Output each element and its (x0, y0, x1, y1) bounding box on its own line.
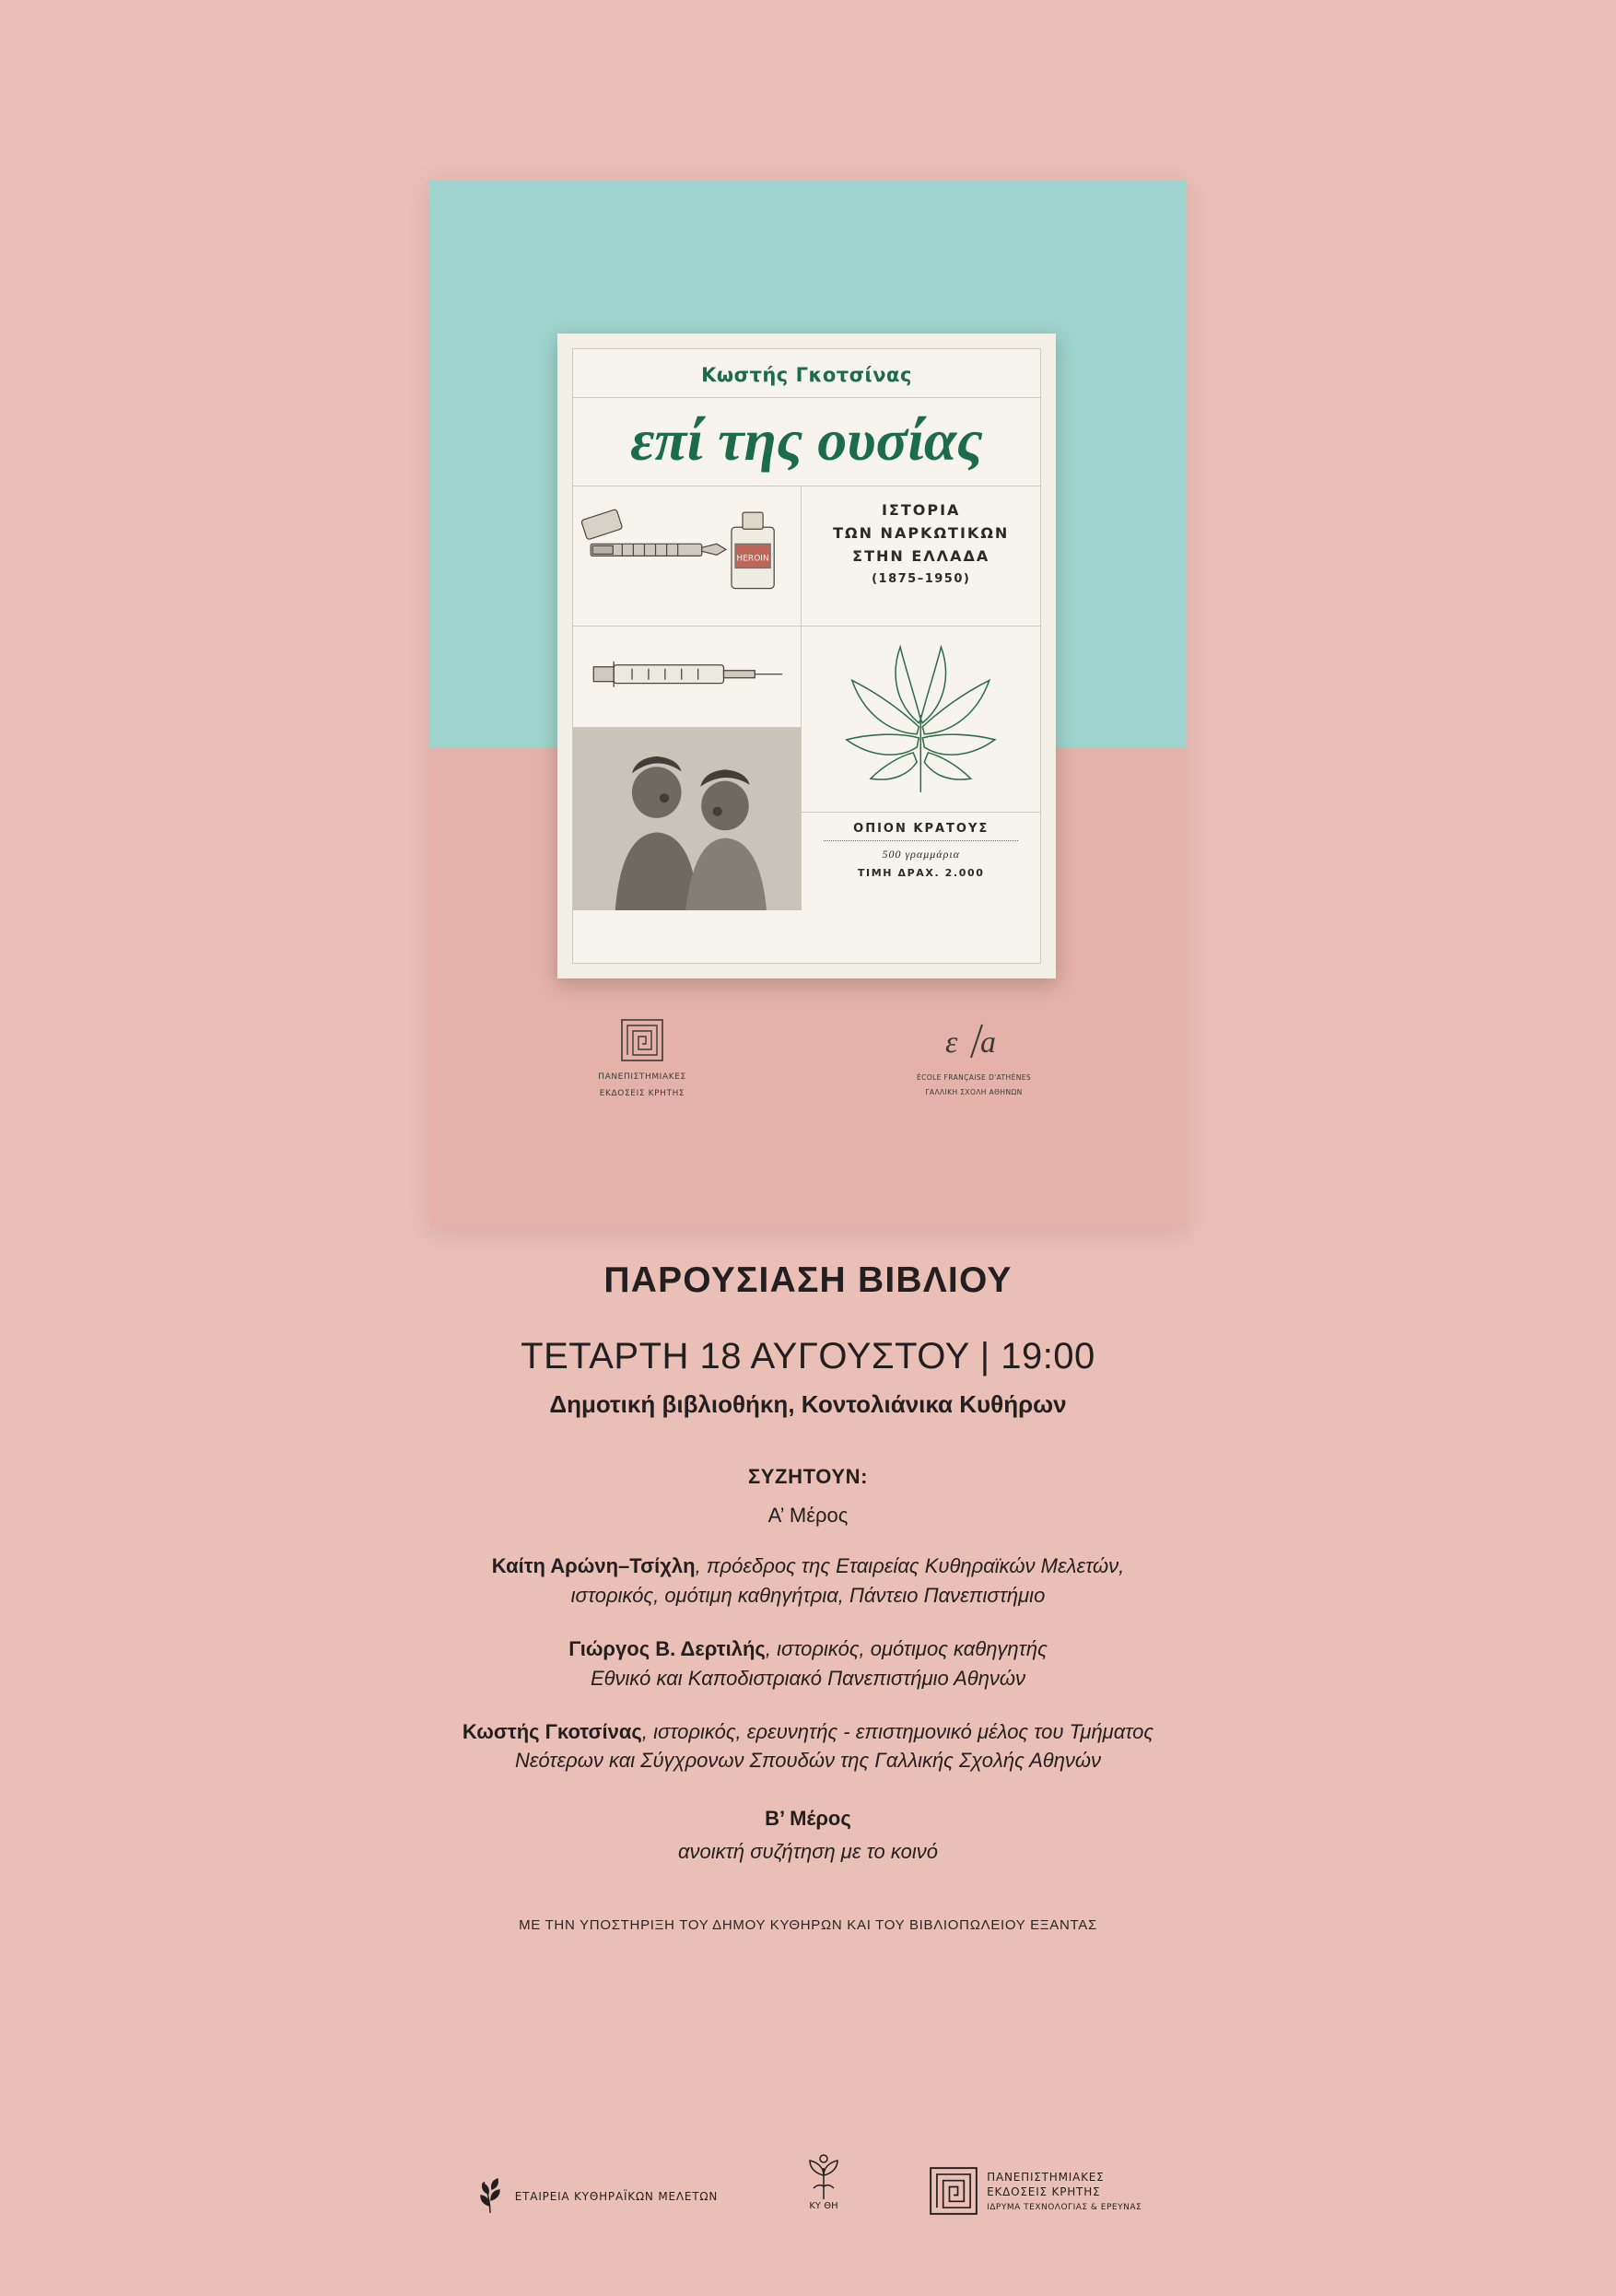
crete-university-press-icon (930, 2167, 978, 2215)
crete-university-press-footer-logo (930, 2167, 1142, 2215)
crete-press-label-line2: ΕΚΔΟΣΕΙΣ ΚΡΗΤΗΣ (987, 2185, 1101, 2198)
speaker-affiliation: Νεότερων και Σύγχρονων Σπουδών της Γαλλικής Σχολής Αθηνών (514, 1749, 1102, 1773)
crete-logo-caption-line2: ΕΚΔΟΣΕΙΣ ΚΡΗΤΗΣ (599, 1089, 685, 1099)
crete-university-press-icon (621, 1019, 663, 1061)
speaker-name: Κωστής Γκοτσίνας (462, 1719, 642, 1743)
pipe-icon (573, 486, 801, 626)
part-a-label: Α’ Μέρος (767, 1504, 849, 1527)
efa-monogram-icon (940, 1019, 1008, 1063)
subtitle-years: (1875–1950) (872, 571, 971, 586)
speaker-role: , ιστορικός, ομότιμος καθηγητής (765, 1636, 1048, 1660)
kythi-logo (797, 2153, 850, 2215)
crete-press-label-line1: ΠΑΝΕΠΙΣΤΗΜΙΑΚΕΣ (987, 2170, 1105, 2184)
kythi-plant-icon (797, 2153, 850, 2210)
subtitle-line-3: ΣΤΗΝ ΕΛΛΑΔΑ (852, 546, 990, 565)
opium-weight: 500 γραμμάρια (882, 848, 960, 861)
speaker-role: , ιστορικός, ερευνητής - επιστημονικό μέλος του Τμήματος (641, 1719, 1154, 1743)
speaker-role: , πρόεδρος της Εταιρείας Κυθηραϊκών Μελετών, (695, 1554, 1125, 1577)
opium-title: ΟΠΙΟΝ ΚΡΑΤΟΥΣ (853, 822, 990, 837)
cover-publisher-logos (429, 1019, 1187, 1099)
kythera-studies-society-logo (474, 2178, 718, 2215)
speaker-name: Γιώργος Β. Δερτιλής (568, 1636, 766, 1660)
syringe-illustration (573, 627, 801, 728)
event-date: ΤΕΤΑΡΤΗ 18 ΑΥΓΟΥΣΤΟΥ | 19:00 (521, 1336, 1095, 1376)
svg-text:HEROIN: HEROIN (736, 554, 769, 564)
speaker-entry (0, 1634, 1616, 1693)
kythi-label: ΚΥ ΘΗ (809, 2201, 838, 2210)
historical-photo (573, 728, 801, 910)
page-title: ΠΑΡΟΥΣΙΑΣΗ ΒΙΒΛΙΟΥ (603, 1260, 1013, 1300)
subtitle-line-1: ΙΣΤΟΡΙΑ (881, 501, 961, 520)
subtitle-line-2: ΤΩΝ ΝΑΡΚΩΤΙΚΩΝ (833, 523, 1010, 542)
book-cover-image (557, 334, 1056, 978)
event-venue: Δημοτική βιβλιοθήκη, Κοντολιάνικα Κυθήρων (549, 1390, 1067, 1418)
bottle-icon (732, 512, 774, 588)
part-b-label: Β’ Μέρος (765, 1807, 851, 1831)
part-b-text: ανοικτή συζήτηση με το κοινό (678, 1840, 938, 1864)
efa-caption-line1: ÉCOLE FRANÇAISE D'ATHÈNES (916, 1073, 1032, 1082)
book-cover-panel (429, 181, 1187, 1229)
speaker-affiliation: ιστορικός, ομότιμη καθηγήτρια, Πάντειο Πανεπιστήμιο (570, 1583, 1046, 1607)
pipe-and-bottle-illustration (573, 486, 801, 627)
speaker-entry (0, 1552, 1616, 1611)
speaker-affiliation: Εθνικό και Καποδιστριακό Πανεπιστήμιο Αθηνών (590, 1666, 1026, 1690)
divider (824, 840, 1018, 841)
support-note: ΜΕ ΤΗΝ ΥΠΟΣΤΗΡΙΞΗ ΤΟΥ ΔΗΜΟΥ ΚΥΘΗΡΩΝ ΚΑΙ ΤΟΥ ΒΙΒΛΙΟΠΩΛΕΙΟΥ ΕΞΑΝΤΑΣ (519, 1917, 1097, 1934)
svg-text:a: a (980, 1025, 996, 1060)
crete-university-press-logo (550, 1019, 734, 1099)
photo-icon (573, 728, 801, 910)
book-author: Κωστής Γκοτσίνας (573, 349, 1040, 398)
kythera-society-label: ΕΤΑΙΡΕΙΑ ΚΥΘΗΡΑΪΚΩΝ ΜΕΛΕΤΩΝ (514, 2190, 719, 2203)
cannabis-leaf-illustration (802, 627, 1040, 813)
efa-logo (882, 1019, 1066, 1097)
book-title: επί της ουσίας (573, 398, 1040, 486)
syringe-icon (573, 627, 801, 727)
event-details (0, 1260, 1616, 1933)
footer-logo-row (0, 2153, 1616, 2215)
crete-logo-caption-line1: ΠΑΝΕΠΙΣΤΗΜΙΑΚΕΣ (598, 1072, 686, 1082)
crete-press-label-line3: ΙΔΡΥΜΑ ΤΕΧΝΟΛΟΓΙΑΣ & ΕΡΕΥΝΑΣ (987, 2203, 1142, 2213)
opium-price: ΤΙΜΗ ΔΡΑΧ. 2.000 (857, 867, 985, 880)
svg-text:ε: ε (945, 1025, 958, 1060)
speaker-name: Καίτη Αρώνη–Τσίχλη (491, 1554, 696, 1577)
cannabis-leaf-icon (802, 627, 1040, 812)
book-subtitle (802, 486, 1040, 627)
olive-branch-icon (474, 2178, 506, 2215)
speakers-heading: ΣΥΖΗΤΟΥΝ: (747, 1465, 869, 1488)
efa-caption-line2: ΓΑΛΛΙΚΗ ΣΧΟΛΗ ΑΘΗΝΩΝ (925, 1088, 1023, 1097)
speaker-entry (0, 1717, 1616, 1776)
opium-label-block (802, 813, 1040, 910)
